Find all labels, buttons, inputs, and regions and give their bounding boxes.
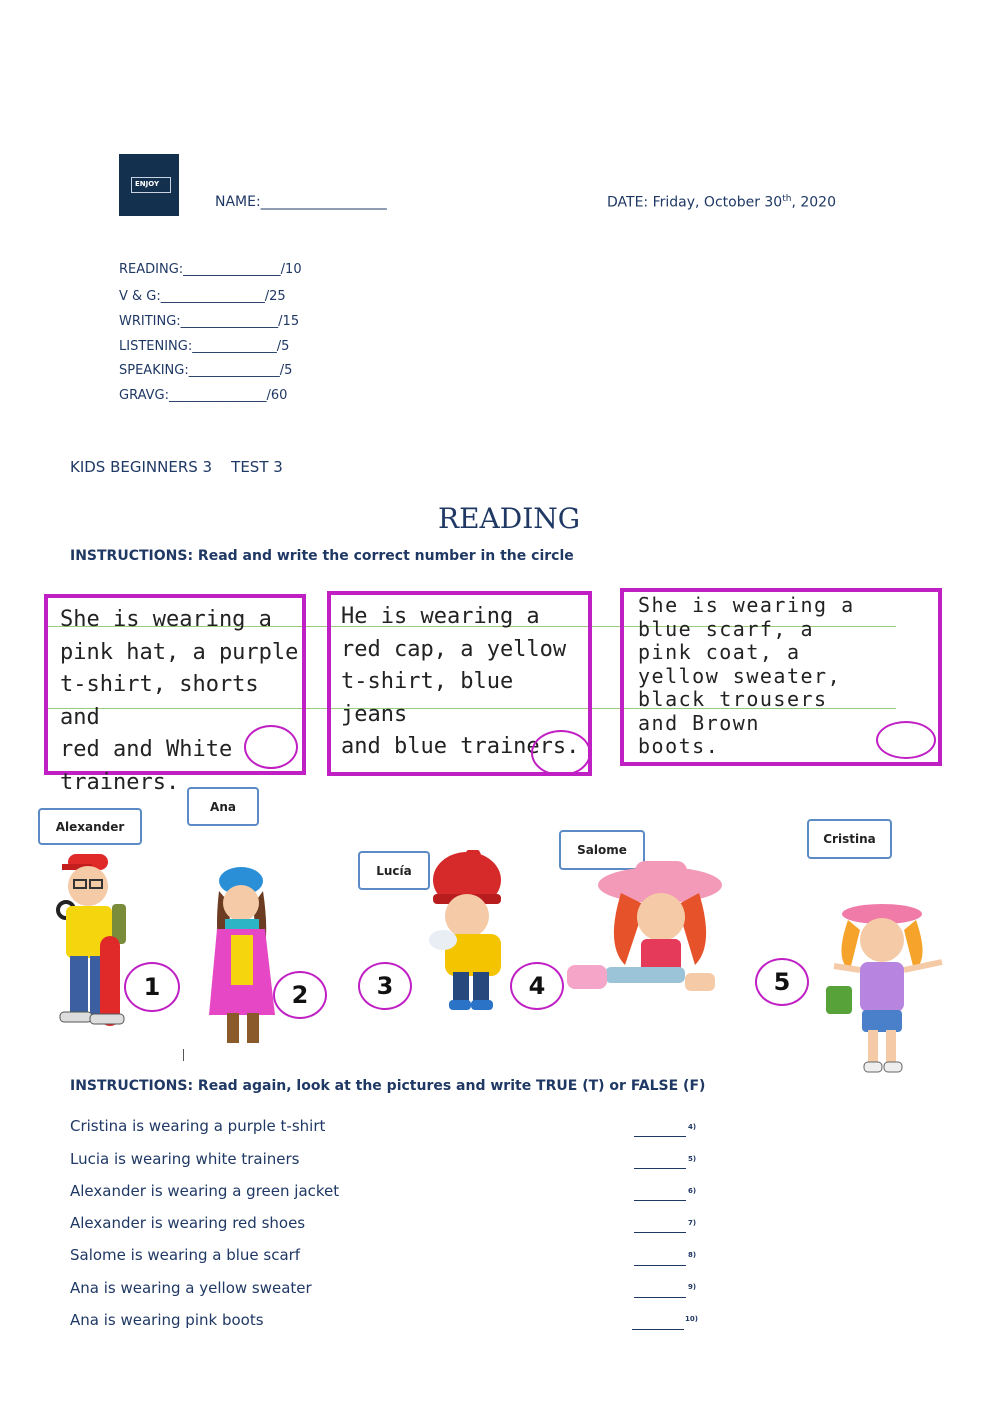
text-line: She is wearing a: [638, 593, 855, 617]
text-line: trainers.: [60, 769, 180, 795]
answer-blank-10[interactable]: [632, 1315, 684, 1330]
score-gravg: GRAVG:_______________/60: [119, 388, 288, 403]
ana-illustration: [205, 865, 285, 1050]
text-line: He is wearing a: [341, 604, 540, 629]
answer-circle-1[interactable]: [244, 725, 298, 769]
score-reading: READING:_______________/10: [119, 262, 302, 277]
answer-blank-5[interactable]: [634, 1154, 686, 1169]
logo-frame: [131, 177, 171, 193]
score-listening: LISTENING:_____________/5: [119, 339, 290, 354]
answer-blank-6[interactable]: [634, 1186, 686, 1201]
score-speaking: SPEAKING:______________/5: [119, 363, 293, 378]
text-line: She is wearing a: [60, 607, 272, 632]
score-vg: V & G:________________/25: [119, 289, 286, 304]
name-label-salome: Salome: [559, 830, 645, 870]
score-writing: WRITING:_______________/15: [119, 314, 300, 329]
question-number-9: 9): [688, 1283, 697, 1291]
date-suffix: th: [782, 194, 792, 204]
instructions-true-false: INSTRUCTIONS: Read again, look at the pictures and write TRUE (T) or FALSE (F): [70, 1078, 706, 1094]
text-line: yellow sweater,: [638, 663, 842, 688]
stray-mark: [183, 1049, 184, 1061]
text-line: t-shirt, shorts and: [60, 672, 259, 730]
text-line: black trousers: [638, 687, 828, 711]
name-label-cristina: Cristina: [807, 819, 892, 859]
number-circle-5: 5: [755, 958, 809, 1006]
name-label-ana: Ana: [187, 787, 259, 826]
number-circle-4: 4: [510, 962, 564, 1010]
salome-illustration: [565, 855, 730, 1010]
text-line: boots.: [638, 734, 720, 758]
description-text-1: [48, 598, 302, 799]
text-line: t-shirt, blue jeans: [341, 669, 514, 727]
text-line: pink coat, a: [638, 640, 801, 664]
text-line: and blue trainers.: [341, 734, 580, 759]
question-number-8: 8): [688, 1251, 697, 1259]
logo-text: ENJOY: [135, 180, 160, 188]
statement-10: Ana is wearing pink boots: [70, 1311, 264, 1329]
date-text: DATE: Friday, October 30: [607, 194, 783, 211]
description-box-3: [620, 588, 942, 766]
text-line: red and White: [60, 737, 233, 762]
statement-9: Ana is wearing a yellow sweater: [70, 1279, 312, 1297]
name-label-lucia: Lucía: [358, 851, 430, 890]
alexander-illustration: [40, 850, 135, 1030]
answer-blank-7[interactable]: [634, 1218, 686, 1233]
answer-blank-9[interactable]: [634, 1283, 686, 1298]
number-circle-3: 3: [358, 962, 412, 1010]
question-number-6: 6): [688, 1187, 697, 1195]
number-circle-1: 1: [124, 962, 180, 1012]
text-line: red cap, a yellow: [341, 636, 567, 662]
instructions-matching: INSTRUCTIONS: Read and write the correct number in the circle: [70, 548, 574, 564]
description-box-1: [44, 594, 306, 795]
number-circle-2: 2: [273, 971, 327, 1019]
statement-4: Cristina is wearing a purple t-shirt: [70, 1117, 326, 1135]
name-field-label: NAME:__________________: [215, 194, 387, 210]
question-number-4: 4): [688, 1123, 697, 1131]
answer-circle-2[interactable]: [531, 730, 591, 776]
statement-8: Salome is wearing a blue scarf: [70, 1246, 301, 1264]
answer-blank-4[interactable]: [634, 1122, 686, 1137]
question-number-5: 5): [688, 1155, 697, 1163]
answer-circle-3[interactable]: [876, 721, 936, 759]
answer-blank-8[interactable]: [634, 1251, 686, 1266]
name-label-alexander: Alexander: [38, 808, 142, 845]
cristina-illustration: [820, 900, 950, 1080]
statement-7: Alexander is wearing red shoes: [70, 1214, 306, 1232]
statement-6: Alexander is wearing a green jacket: [70, 1182, 340, 1200]
section-title: READING: [438, 502, 581, 535]
date-label: [607, 194, 836, 211]
text-line: pink hat, a purple: [60, 639, 299, 665]
question-number-7: 7): [688, 1219, 697, 1227]
description-box-2: [327, 591, 592, 776]
text-line: blue scarf, a: [638, 616, 815, 641]
question-number-10: 10): [685, 1315, 698, 1323]
lucia-illustration: [415, 850, 515, 1020]
text-line: and Brown: [638, 710, 760, 735]
date-year: , 2020: [791, 194, 836, 211]
statement-5: Lucia is wearing white trainers: [70, 1150, 300, 1168]
school-logo: [119, 154, 179, 216]
course-title: KIDS BEGINNERS 3 TEST 3: [70, 458, 283, 476]
